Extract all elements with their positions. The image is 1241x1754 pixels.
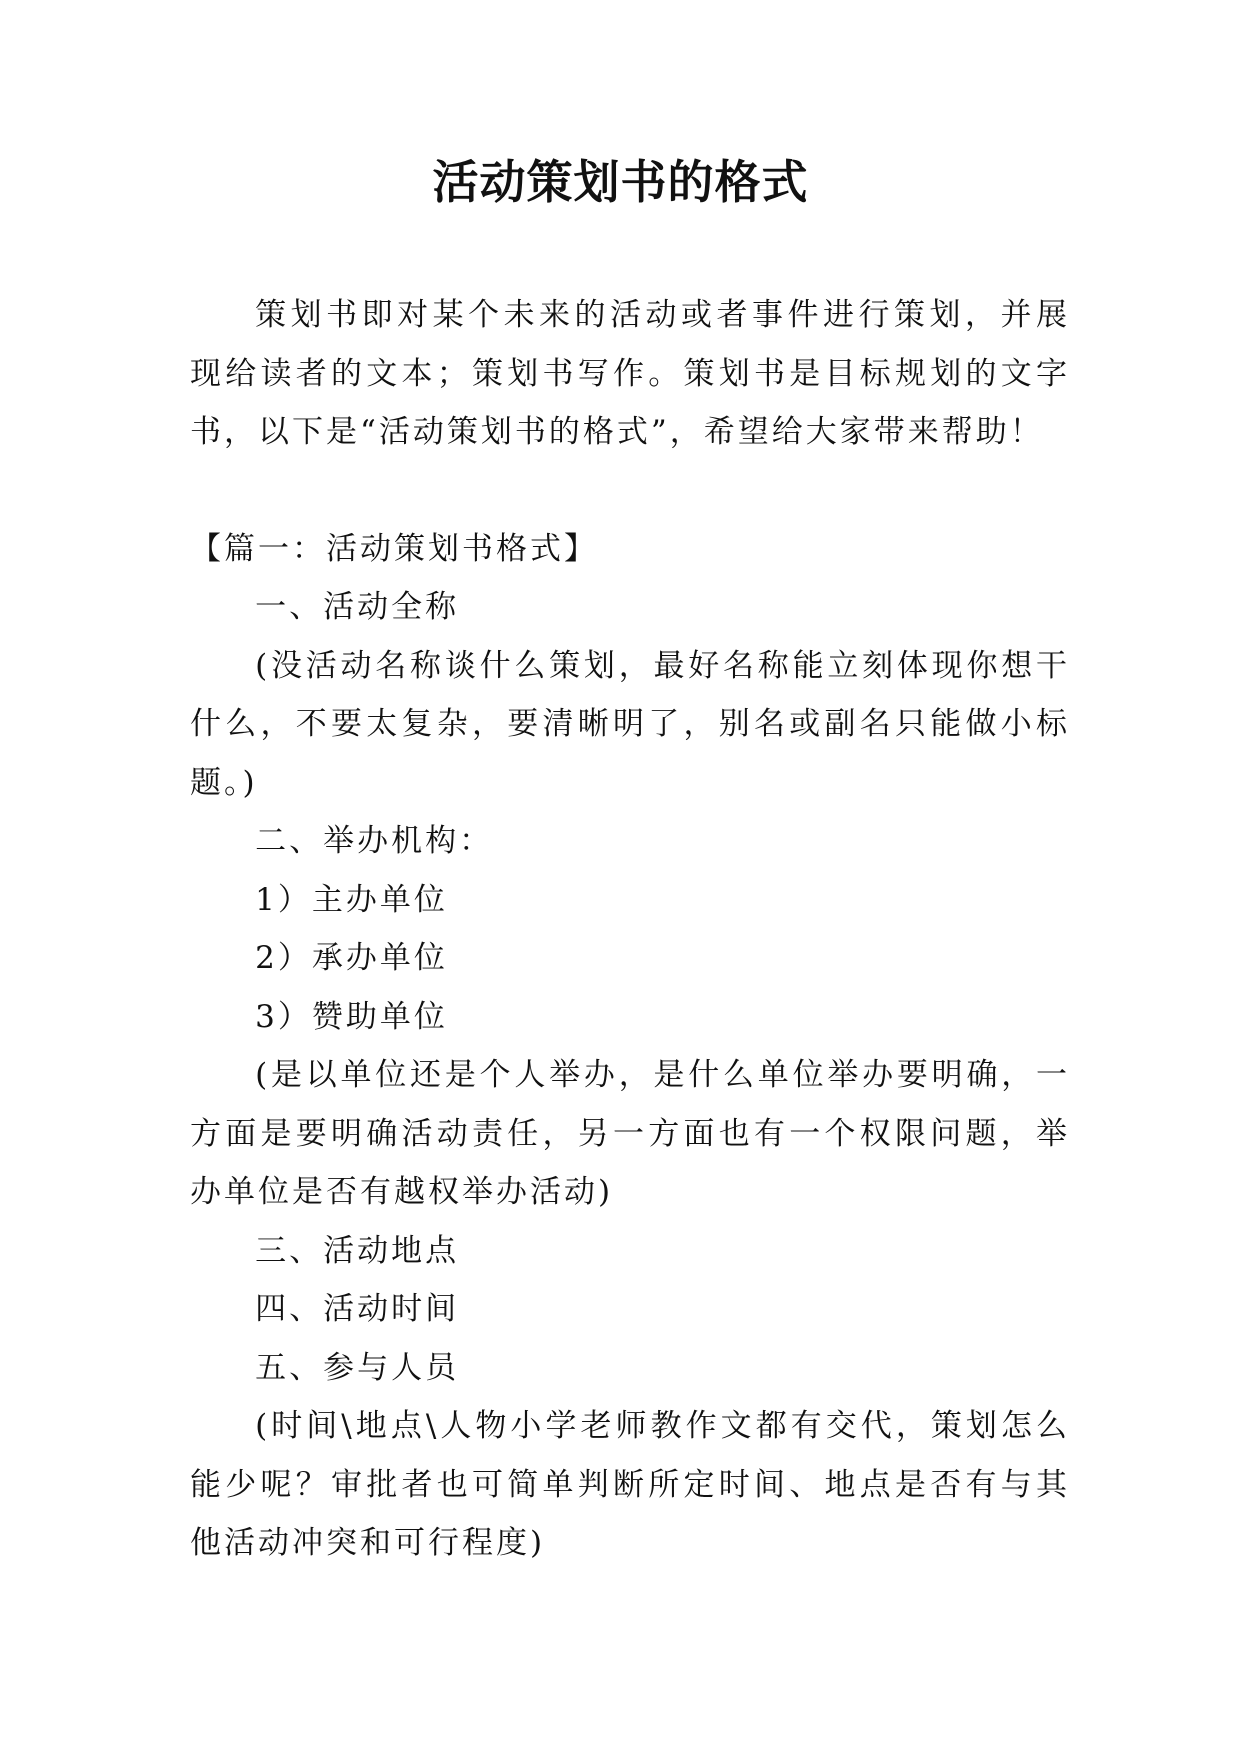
section-heading: 【篇一：活动策划书格式】 <box>190 530 598 567</box>
heading-organizers: 二、举办机构： <box>255 823 494 859</box>
list-item-host: 1）主办单位 <box>255 881 448 918</box>
heading-time: 四、活动时间 <box>255 1291 460 1327</box>
list-item-organizer: 2）承办单位 <box>255 940 448 976</box>
heading-participants: 五、参与人员 <box>255 1349 460 1386</box>
intro-paragraph: 策划书即对某个未来的活动或者事件进行策划，并展现给读者的文本；策划书写作。策划书是目标规划的文字书，以下是“活动策划书的格式”，希望给大家带来帮助！ <box>190 297 1070 450</box>
heading-location: 三、活动地点 <box>255 1232 460 1269</box>
paragraph-gap <box>190 462 1070 520</box>
heading-activity-name: 一、活动全称 <box>255 589 460 625</box>
document-title: 活动策划书的格式 <box>432 155 809 209</box>
document-body <box>190 286 1070 1573</box>
list-item-sponsor: 3）赞助单位 <box>255 998 448 1035</box>
note-organizers: (是以单位还是个人举办，是什么单位举办要明确，一方面是要明确活动责任，另一方面也有一个权限问题，举办单位是否有越权举办活动) <box>190 1057 1070 1210</box>
note-time-place-people: (时间\地点\人物小学老师教作文都有交代，策划怎么能少呢？审批者也可简单判断所定时间、地点是否有与其他活动冲突和可行程度) <box>190 1408 1070 1561</box>
note-activity-name: (没活动名称谈什么策划，最好名称能立刻体现你想干什么，不要太复杂，要清晰明了，别名或副名只能做小标题。) <box>190 647 1070 801</box>
